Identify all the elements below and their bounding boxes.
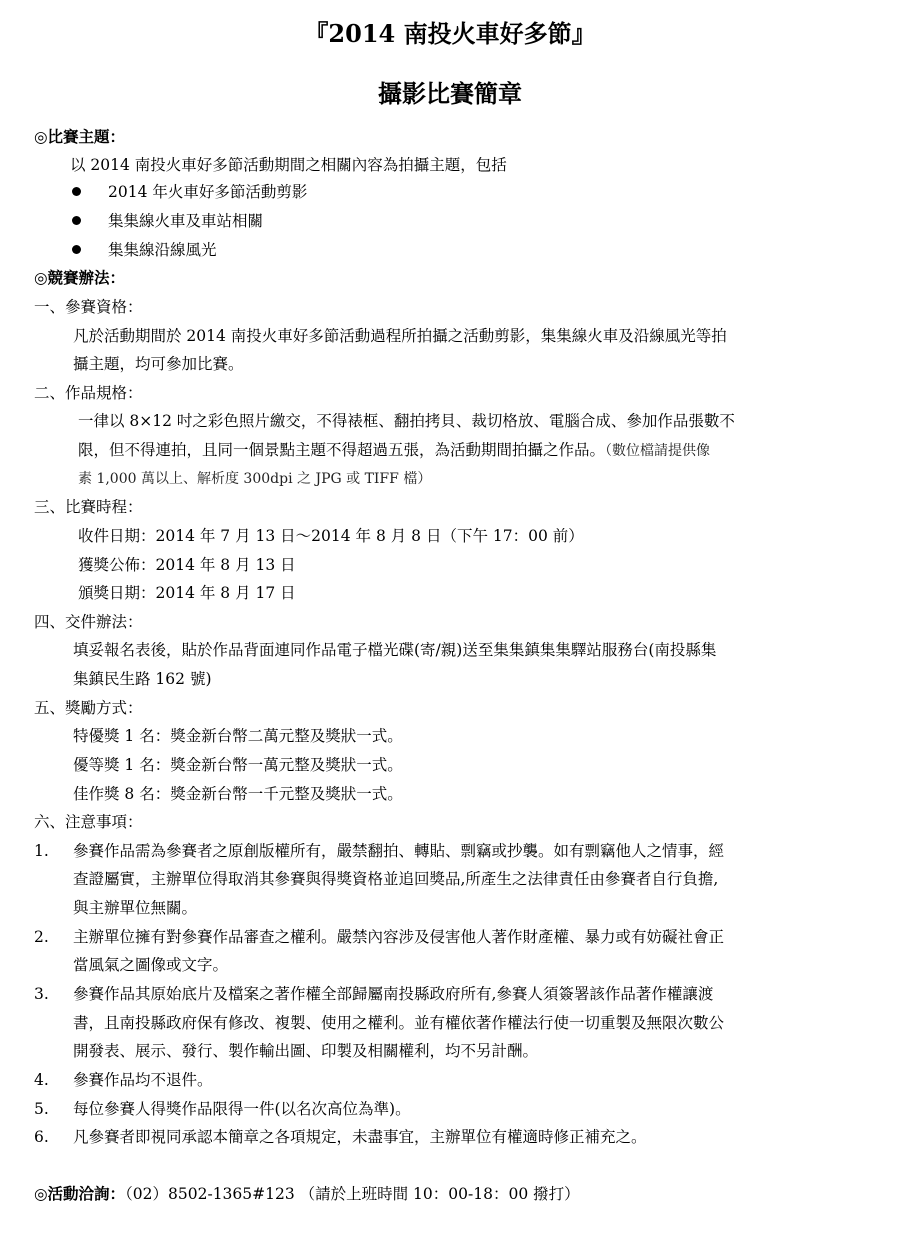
note-line: 凡參賽者即視同承認本簡章之各項規定，未盡事宜，主辦單位有權適時修正補充之。 xyxy=(73,1128,647,1146)
note-line: 主辦單位擁有對參賽作品審查之權利。嚴禁內容涉及侵害他人著作財產權、暴力或有妨礙社會正 xyxy=(73,928,725,946)
contact-text: （02）8502-1365#123 （請於上班時間 10：00-18：00 撥打） xyxy=(125,1185,580,1203)
note-number: 2. xyxy=(34,928,49,946)
section2-text: 限，但不得連拍，且同一個景點主題不得超過五張，為活動期間拍攝之作品。 xyxy=(78,441,606,459)
schedule-line: 頒獎日期：2014 年 8 月 17 日 xyxy=(78,584,296,602)
section2-line: 一律以 8×12 吋之彩色照片繳交，不得裱框、翻拍拷貝、裁切格放、電腦合成、參加作品張數不 xyxy=(78,412,735,430)
document-title: 『2014 南投火車好多節』 xyxy=(304,19,596,48)
section2-note-line: 素 1,000 萬以上、解析度 300dpi 之 JPG 或 TIFF 檔） xyxy=(78,471,432,487)
section2-line xyxy=(78,440,710,461)
section1-line: 凡於活動期間於 2014 南投火車好多節活動過程所拍攝之活動剪影，集集線火車及沿線風光等拍 xyxy=(73,327,727,345)
note-number: 5. xyxy=(34,1100,49,1118)
section4-line: 填妥報名表後，貼於作品背面連同作品電子檔光碟(寄/親)送至集集鎮集集驛站服務台(南投縣集 xyxy=(73,641,717,659)
note-line: 參賽作品其原始底片及檔案之著作權全部歸屬南投縣政府所有,參賽人須簽署該作品著作權讓渡 xyxy=(73,985,714,1003)
section4-line: 集鎮民生路 162 號) xyxy=(73,670,212,688)
method-heading: ◎競賽辦法： xyxy=(34,268,126,287)
award-line: 佳作獎 8 名：獎金新台幣一千元整及獎狀一式。 xyxy=(73,785,403,803)
note-line: 每位參賽人得獎作品限得一件(以名次高位為準)。 xyxy=(73,1100,411,1118)
section1-heading: 一、參賽資格： xyxy=(34,298,143,316)
bullet-icon xyxy=(72,187,81,196)
award-line: 特優獎 1 名：獎金新台幣二萬元整及獎狀一式。 xyxy=(73,727,403,745)
schedule-line: 獲獎公佈：2014 年 8 月 13 日 xyxy=(78,556,296,574)
theme-intro: 以 2014 南投火車好多節活動期間之相關內容為拍攝主題，包括 xyxy=(70,156,507,174)
note-line: 查證屬實，主辦單位得取消其參賽與得獎資格並追回獎品,所產生之法律責任由參賽者自行負擔, xyxy=(73,870,719,888)
bullet-icon xyxy=(72,216,81,225)
theme-bullet-1: 2014 年火車好多節活動剪影 xyxy=(108,183,308,201)
section2-heading: 二、作品規格： xyxy=(34,384,143,402)
award-line: 優等獎 1 名：獎金新台幣一萬元整及獎狀一式。 xyxy=(73,756,403,774)
section5-heading: 五、獎勵方式： xyxy=(34,699,143,717)
note-line: 與主辦單位無關。 xyxy=(73,899,198,917)
theme-bullet-2: 集集線火車及車站相關 xyxy=(108,212,264,230)
section6-heading: 六、注意事項： xyxy=(34,813,143,831)
contact-line xyxy=(34,1184,580,1204)
note-line: 參賽作品均不退件。 xyxy=(73,1071,213,1089)
section1-line: 攝主題，均可參加比賽。 xyxy=(73,355,244,373)
note-line: 當風氣之圖像或文字。 xyxy=(73,956,229,974)
note-line: 開發表、展示、發行、製作輸出圖、印製及相關權利，均不另計酬。 xyxy=(73,1042,539,1060)
theme-heading: ◎比賽主題： xyxy=(34,127,126,146)
note-line: 書，且南投縣政府保有修改、複製、使用之權利。並有權依著作權法行使一切重製及無限次數公 xyxy=(73,1014,725,1032)
section2-note: （數位檔請提供像 xyxy=(605,443,711,459)
note-line: 參賽作品需為參賽者之原創版權所有，嚴禁翻拍、轉貼、剽竊或抄襲。如有剽竊他人之情事，經 xyxy=(73,842,725,860)
note-number: 3. xyxy=(34,985,49,1003)
theme-bullet-3: 集集線沿線風光 xyxy=(108,241,217,259)
document-subtitle: 攝影比賽簡章 xyxy=(378,79,522,108)
bullet-icon xyxy=(72,245,81,254)
contact-label: ◎活動洽詢： xyxy=(34,1184,126,1203)
schedule-line: 收件日期：2014 年 7 月 13 日～2014 年 8 月 8 日（下午 17：00 前） xyxy=(78,527,584,545)
section4-heading: 四、交件辦法： xyxy=(34,613,143,631)
note-number: 6. xyxy=(34,1128,49,1146)
note-number: 4. xyxy=(34,1071,49,1089)
section3-heading: 三、比賽時程： xyxy=(34,498,143,516)
note-number: 1. xyxy=(34,842,49,860)
